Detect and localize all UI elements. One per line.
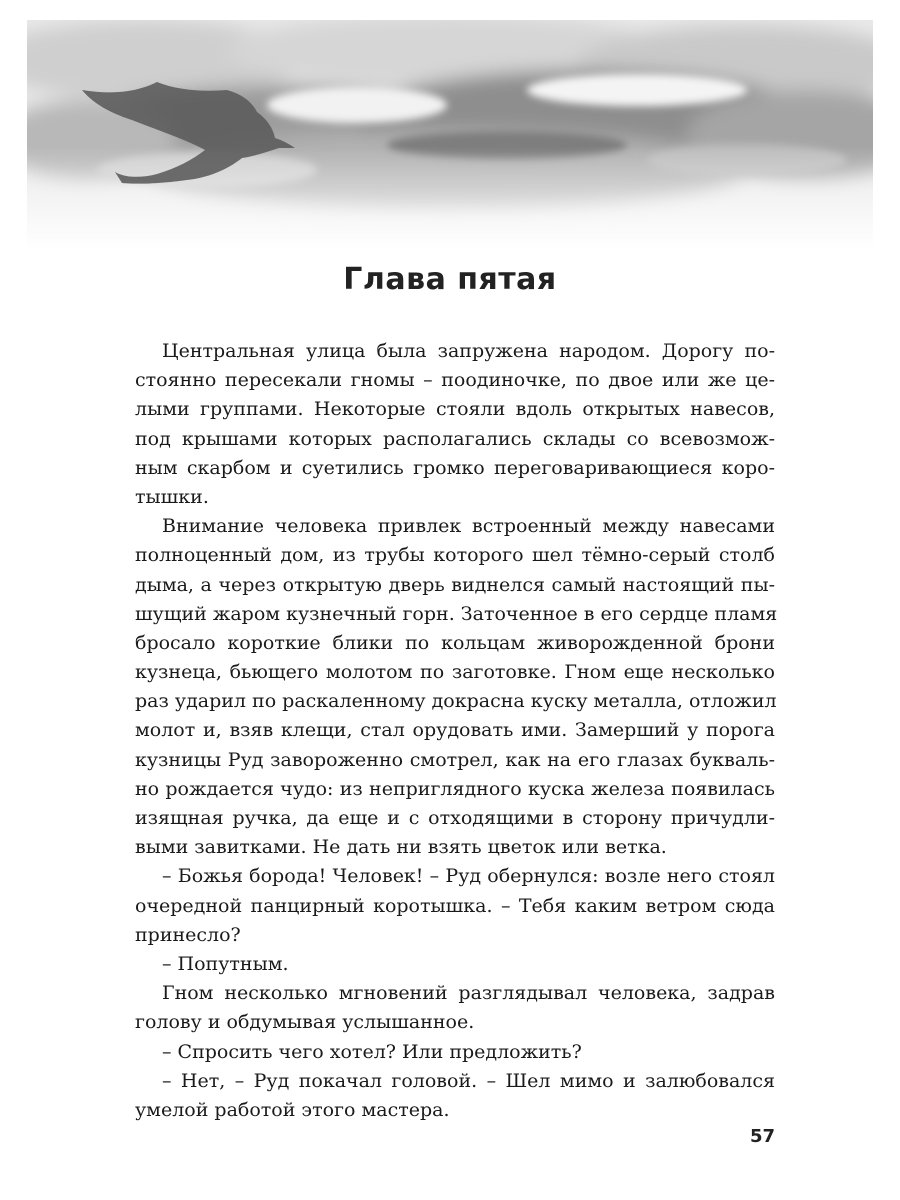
text-line: но рождается чудо: из неприглядного куска железа появилась [135,777,775,800]
chapter-body [135,337,778,1125]
text-line: принесло? [135,923,241,946]
text-line: шущий жаром кузнечный горн. Заточенное в его сердце пламя [135,602,778,625]
text-line: молот и, взяв клещи, стал орудовать ими. Замерший у порога [135,719,775,742]
text-line: голову и обдумывая услышанное. [135,1011,475,1034]
clouds-dragon-illustration [27,20,873,250]
text-line: – Попутным. [162,952,289,975]
chapter-title: Глава пятая [343,262,557,297]
text-line: дыма, а через открытую дверь виднелся самый настоящий пы- [135,573,775,596]
text-line: полноценный дом, из трубы которого шел тёмно-серый столб [135,544,775,567]
text-line: кузницы Руд завороженно смотрел, как на его глазах букваль- [135,748,775,771]
text-line: раз ударил по раскаленному докрасна куску металла, отложил [135,690,777,713]
text-line: – Спросить чего хотел? Или предложить? [162,1040,582,1063]
text-line: ным скарбом и суетились громко переговаривающиеся коро- [135,456,775,479]
text-line: умелой работой этого мастера. [135,1098,450,1121]
text-line: Центральная улица была запружена народом. Дорогу по- [162,340,775,362]
text-line: стоянно пересекали гномы – поодиночке, по двое или же це- [135,369,775,392]
text-line: кузнеца, бьющего молотом по заготовке. Гном еще несколько [135,661,775,684]
text-line: – Божья борода! Человек! – Руд обернулся: возле него стоял [162,865,775,888]
header-illustration [27,20,873,250]
text-line: Внимание человека привлек встроенный между навесами [162,515,775,538]
text-line: Гном несколько мгновений разглядывал человека, задрав [162,982,775,1005]
text-line: тышки. [135,485,209,508]
text-line: бросало короткие блики по кольцам живорожденной брони [135,631,775,654]
text-line: выми завитками. Не дать ни взять цветок или ветка. [135,836,667,859]
text-line: под крышами которых располагались склады со всевозмож- [135,427,775,450]
page-number: 57 [749,1126,775,1147]
text-line: – Нет, – Руд покачал головой. – Шел мимо и залюбовался [162,1069,775,1092]
text-line: очередной панцирный коротышка. – Тебя каким ветром сюда [135,894,775,917]
text-line: изящная ручка, да еще и с отходящими в сторону причудли- [135,807,775,829]
text-line: лыми группами. Некоторые стояли вдоль открытых навесов, [135,398,775,421]
